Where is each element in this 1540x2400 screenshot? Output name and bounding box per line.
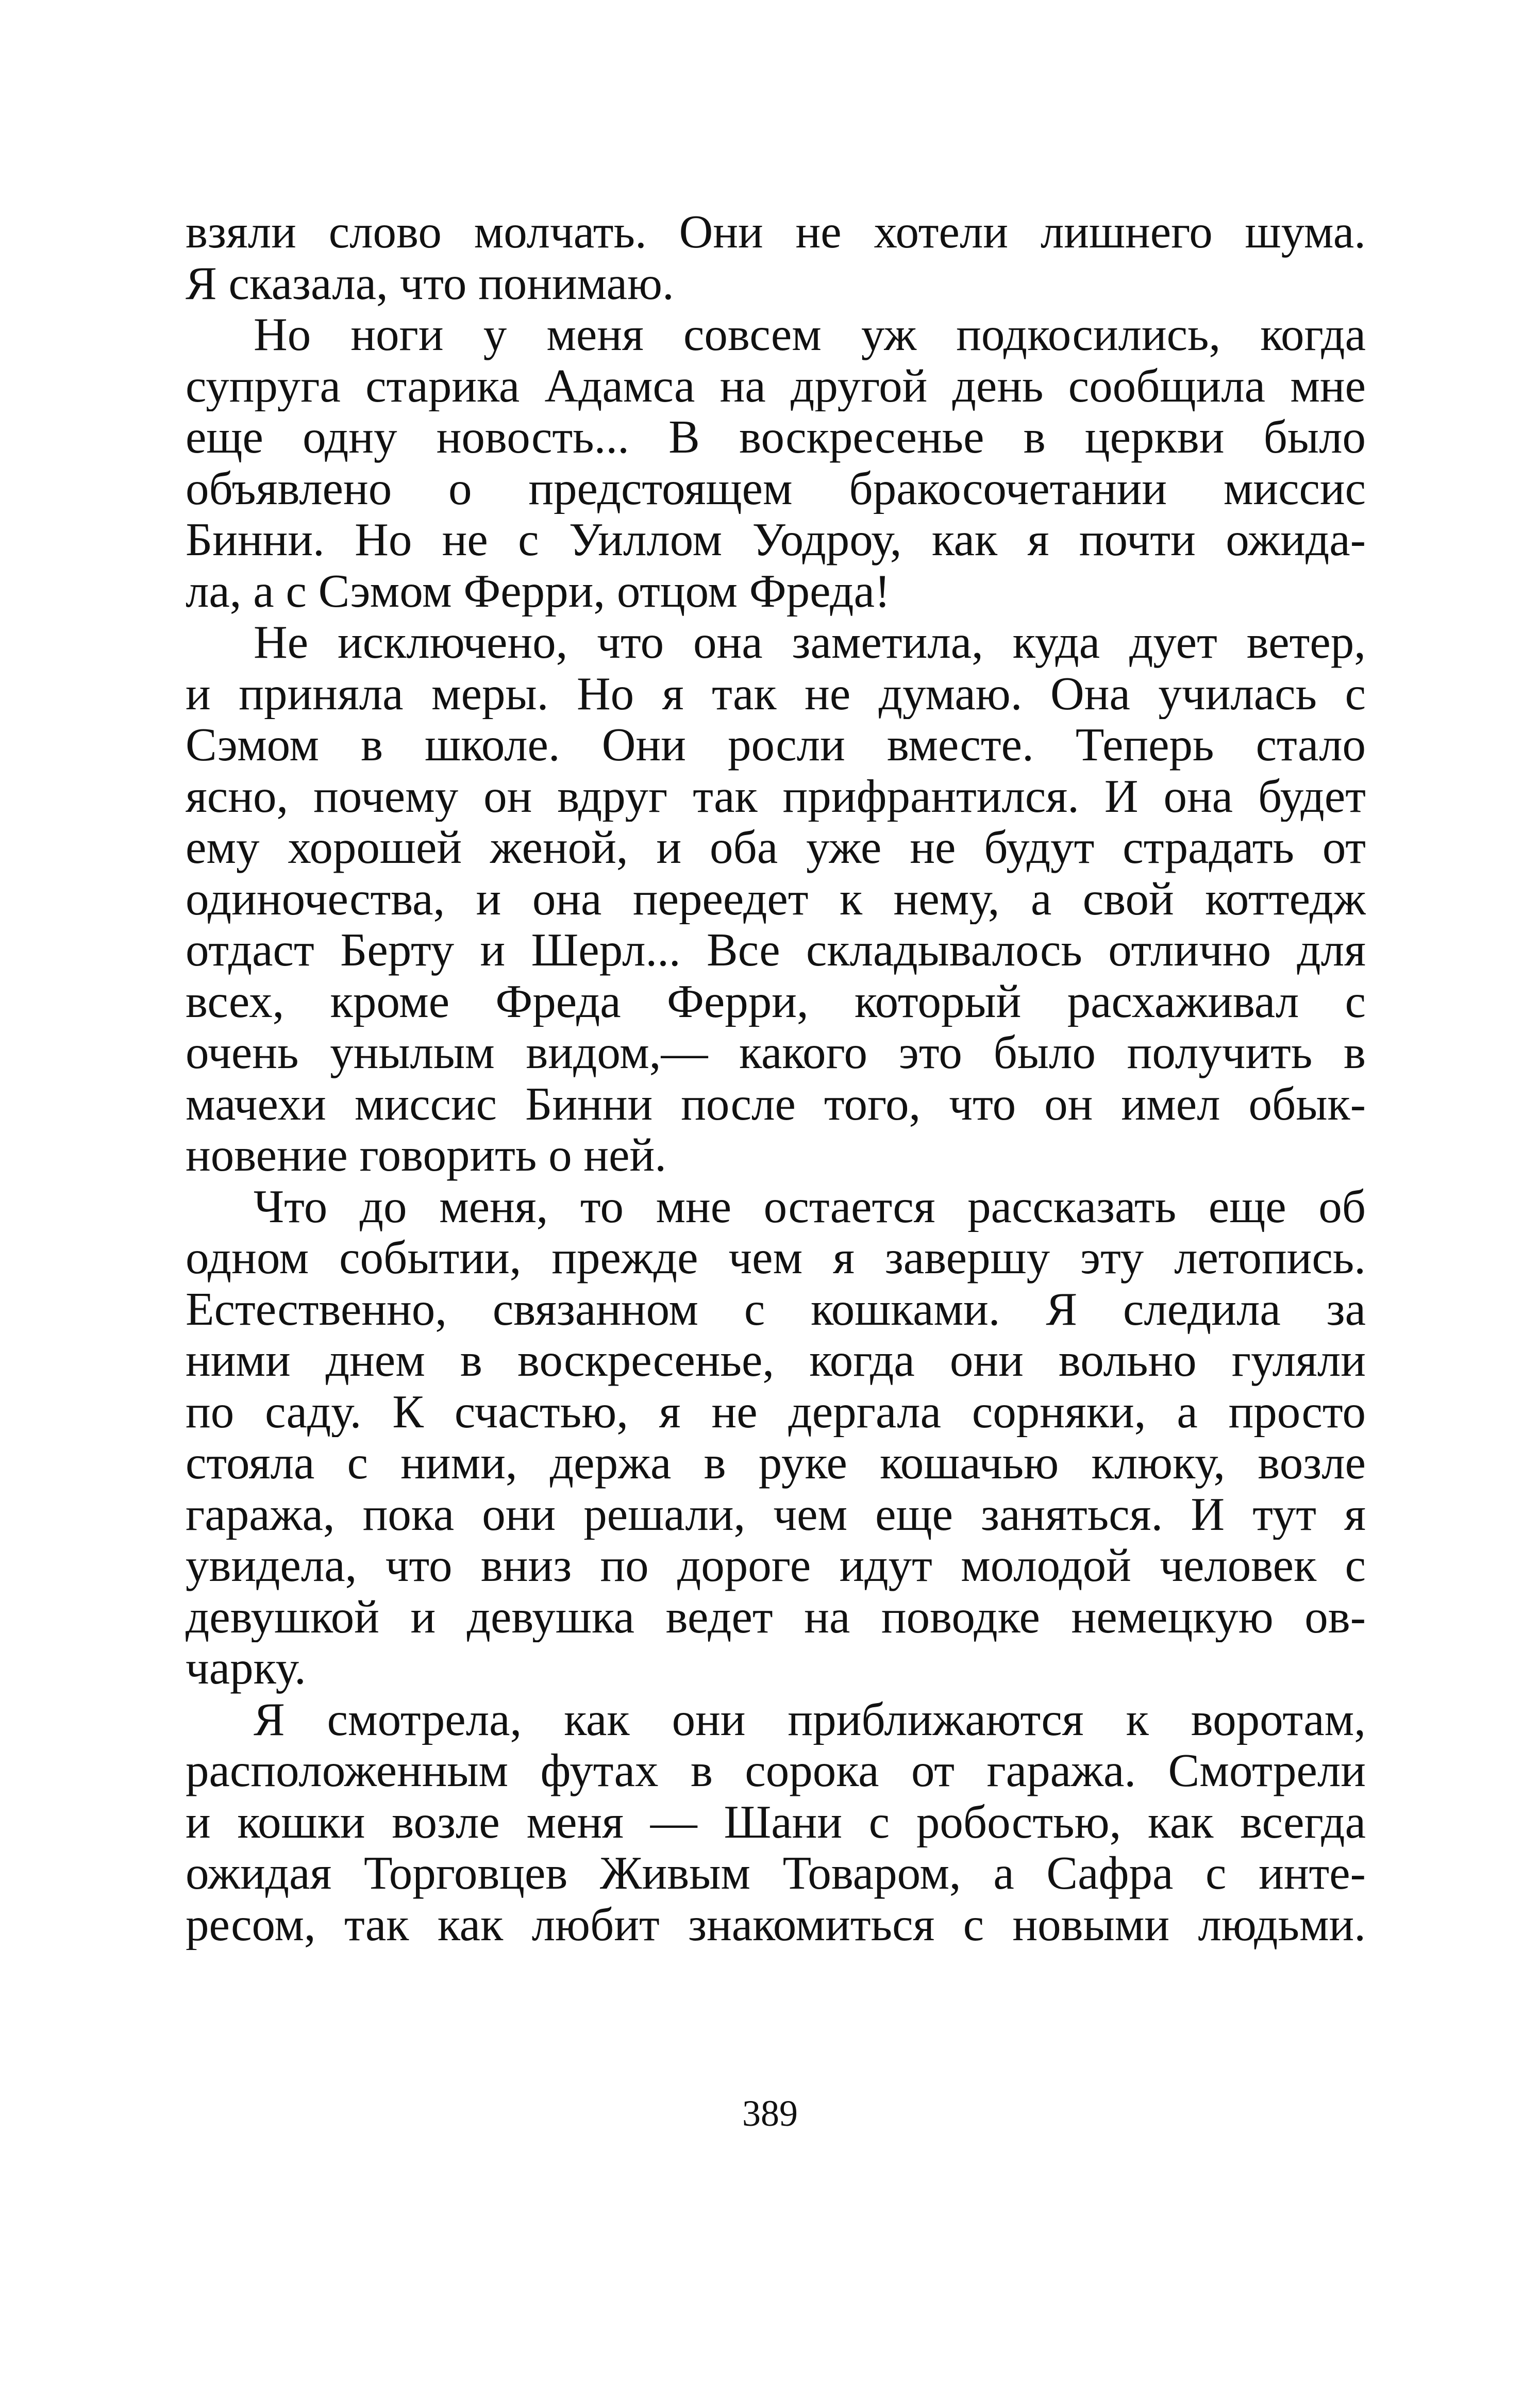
text-line: Я сказала, что понимаю.	[186, 257, 674, 309]
text-line: новение говорить о ней.	[186, 1129, 666, 1181]
text-line: увидела, что вниз по дороге идут молодой человек с	[186, 1540, 1366, 1591]
text-line: гаража, пока они решали, чем еще заняться. И тут я	[186, 1488, 1366, 1540]
text-line: Не исключено, что она заметила, куда дует ветер,	[254, 616, 1366, 668]
text-line: мачехи миссис Бинни после того, что он имел обык-	[186, 1078, 1366, 1129]
text-line: отдаст Берту и Шерл... Все складывалось отлично для	[186, 924, 1366, 976]
text-line: одиночества, и она переедет к нему, а свой коттедж	[186, 873, 1366, 924]
paragraph	[186, 1694, 1366, 1951]
text-line: расположенным футах в сорока от гаража. Смотрели	[186, 1745, 1366, 1796]
text-line: еще одну новость... В воскресенье в церкви было	[186, 411, 1366, 463]
body-text	[186, 206, 1366, 1950]
page-number: 389	[742, 2093, 798, 2134]
text-line: Что до меня, то мне остается рассказать еще об	[254, 1180, 1366, 1232]
paragraph	[186, 1181, 1366, 1694]
text-line: ожидая Торговцев Живым Товаром, а Сафра с инте-	[186, 1847, 1366, 1899]
text-line: Я смотрела, как они приближаются к воротам,	[254, 1693, 1366, 1745]
text-line: и приняла меры. Но я так не думаю. Она училась с	[186, 668, 1366, 719]
text-line: ему хорошей женой, и оба уже не будут страдать от	[186, 822, 1366, 873]
paragraph	[186, 206, 1366, 309]
text-line: ресом, так как любит знакомиться с новыми людьми.	[186, 1898, 1366, 1950]
text-line: всех, кроме Фреда Ферри, который расхаживал с	[186, 975, 1366, 1027]
text-line: ла, а с Сэмом Ферри, отцом Фреда!	[186, 565, 891, 616]
text-line: очень унылым видом,— какого это было получить в	[186, 1027, 1366, 1078]
paragraph	[186, 616, 1366, 1181]
text-line: и кошки возле меня — Шани с робостью, как всегда	[186, 1796, 1366, 1847]
text-line: Естественно, связанном с кошками. Я следила за	[186, 1283, 1366, 1335]
text-line: ясно, почему он вдруг так прифрантился. И она будет	[186, 770, 1366, 822]
text-line: по саду. К счастью, я не дергала сорняки, а просто	[186, 1386, 1366, 1437]
text-line: объявлено о предстоящем бракосочетании миссис	[186, 462, 1366, 514]
text-line: девушкой и девушка ведет на поводке немецкую ов-	[186, 1591, 1366, 1642]
text-line: Сэмом в школе. Они росли вместе. Теперь стало	[186, 719, 1366, 771]
paragraph	[186, 309, 1366, 616]
text-line: Но ноги у меня совсем уж подкосились, когда	[254, 309, 1366, 360]
text-line: стояла с ними, держа в руке кошачью клюку, возле	[186, 1437, 1366, 1489]
text-line: взяли слово молчать. Они не хотели лишнего шума.	[186, 206, 1366, 258]
text-line: ними днем в воскресенье, когда они вольно гуляли	[186, 1335, 1366, 1386]
text-line: одном событии, прежде чем я завершу эту летопись.	[186, 1232, 1366, 1284]
text-line: Бинни. Но не с Уиллом Уодроу, как я почти ожида-	[186, 514, 1366, 565]
text-line: супруга старика Адамса на другой день сообщила мне	[186, 360, 1366, 411]
text-line: чарку.	[186, 1642, 306, 1694]
